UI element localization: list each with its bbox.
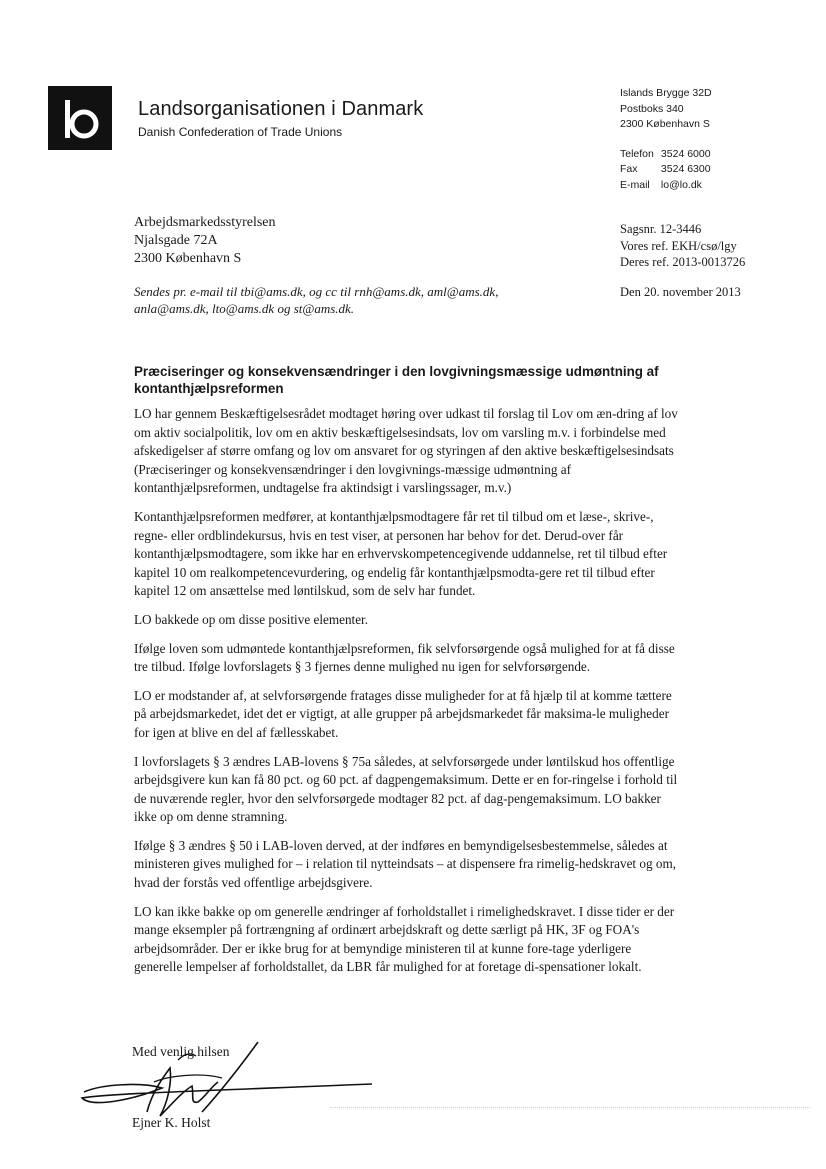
signer-name: Ejner K. Holst bbox=[132, 1115, 211, 1130]
closing-phrase: Med venlig hilsen bbox=[132, 1044, 230, 1059]
address-line: Islands Brygge 32D bbox=[620, 87, 712, 99]
organization-name: Landsorganisationen i Danmark bbox=[138, 98, 424, 120]
our-reference: Vores ref. EKH/csø/lgy bbox=[620, 238, 737, 253]
body-paragraph: I lovforslagets § 3 ændres LAB-lovens § 75a således, at selvforsørgede under løntilskud hos offentlige arbejdsgivere kun kan få 80 pct. og 60 pct. af dagpengemaksimum. Dette er en for-ringelse i forhold til de nuværende regler, hvor den selvforsørgede modtager 82 pct. af dag-pengemaksimum. LO bakker ikke op om denne stramning. bbox=[134, 753, 678, 825]
email-address: lo@lo.dk bbox=[660, 178, 702, 191]
fax-row bbox=[620, 162, 712, 178]
fax-label: Fax bbox=[620, 163, 638, 175]
address-line: Postboks 340 bbox=[620, 102, 684, 115]
body-paragraph: LO har gennem Beskæftigelsesrådet modtaget høring over udkast til forslag til Lov om æn-dring af lov om aktiv socialpolitik, lov om en aktiv beskæftigelsesindsats, lov om varsling m.v. i forbindelse med afskedigelser af større omfang og lov om ansvaret for og styringen af den aktive beskæftigelsesindsats (Præciseringer og konsekvensændringer i den lovgivnings-mæssige udmøntning af kontanthjælpsreformen, undtagelse fra aktindsigt i varslingssager, m.v.) bbox=[134, 406, 678, 496]
letter-body bbox=[134, 405, 682, 987]
reference-block bbox=[620, 221, 745, 271]
your-reference: Deres ref. 2013-0013726 bbox=[620, 255, 746, 269]
letter-date: Den 20. november 2013 bbox=[620, 285, 741, 299]
body-paragraph: LO er modstander af, at selvforsørgende fratages disse muligheder for at få hjælp til at komme tættere på arbejdsmarkedet, idet det er vigtigt, at alle grupper på arbejdsmarkedet får maksima-le muligheder for igen at blive en del af fællesskabet. bbox=[134, 687, 672, 740]
address-line: 2300 København S bbox=[620, 118, 710, 130]
recipient-address bbox=[134, 214, 276, 268]
body-paragraph: Kontanthjælpsreformen medfører, at kontanthjælpsmodtagere får ret til tilbud om et læse-, skrive-, regne- eller ordblindekursus, hvis en test viser, at personen har behov for det. Derud-over får kontanthjælpsmodtagere, som ikke har en erhvervskompetencegivende uddannelse, ret til tilbud efter kapitel 10 om realkompetencevurdering, og endelig får kontanthjælpsmodta-gere ret til tilbud efter kapitel 12 om ansættelse med løntilskud, som de selv har fundet. bbox=[134, 508, 668, 599]
body-paragraph: Ifølge § 3 ændres § 50 i LAB-loven derved, at der indføres en bemyndigelsesbestemmelse, således at ministeren gives mulighed for – i relation til nytteindsats – at dispensere fra rimelig-hedskravet og om, hvad der forstås ved offentlige arbejdsgivere. bbox=[134, 837, 677, 891]
body-paragraph: LO kan ikke bakke op om generelle ændringer af forholdstallet i rimelighedskravet. I disse tider er der mange eksempler på fortrængning af ordinært arbejdskraft og dette særligt på HK, 3F og FOA's arbejdsområder. Der er ikke brug for at bemyndige ministeren til at kunne fore-tage yderligere generelle lempelser af forholdstallet, da LBR får mulighed for at foretage di-spensationer lokalt. bbox=[134, 903, 675, 975]
case-number: Sagsnr. 12-3446 bbox=[620, 222, 702, 236]
recipient-line: Njalsgade 72A bbox=[134, 233, 218, 248]
body-paragraph: Ifølge loven som udmøntede kontanthjælpsreformen, fik selvforsørgende også mulighed for at få disse tre tilbud. Ifølge lovforslagets § 3 fjernes denne mulighed nu igen for selvforsørgende. bbox=[134, 640, 675, 675]
handwritten-signature bbox=[72, 1012, 372, 1132]
recipient-line: Arbejdsmarkedsstyrelsen bbox=[134, 215, 276, 230]
recipient-line: 2300 København S bbox=[134, 251, 242, 266]
phone-label: Telefon bbox=[620, 147, 654, 160]
email-label: E-mail bbox=[620, 178, 650, 191]
lo-logo-icon bbox=[48, 86, 112, 150]
fax-number: 3524 6300 bbox=[660, 163, 711, 175]
letter-subject: Præciseringer og konsekvensændringer i den lovgivningsmæssige udmøntning af kontanthjælpsreformen bbox=[134, 364, 659, 396]
email-row bbox=[620, 178, 712, 194]
phone-number: 3524 6000 bbox=[660, 147, 711, 160]
contact-block bbox=[620, 86, 712, 193]
scan-artifact-line bbox=[330, 1107, 810, 1109]
sent-note: Sendes pr. e-mail til tbi@ams.dk, og cc til rnh@ams.dk, aml@ams.dk, anla@ams.dk, lto@ams.dk og st@ams.dk. bbox=[134, 284, 499, 316]
phone-row bbox=[620, 147, 712, 163]
body-paragraph: LO bakkede op om disse positive elementer. bbox=[134, 611, 369, 627]
organization-subtitle: Danish Confederation of Trade Unions bbox=[138, 125, 343, 139]
